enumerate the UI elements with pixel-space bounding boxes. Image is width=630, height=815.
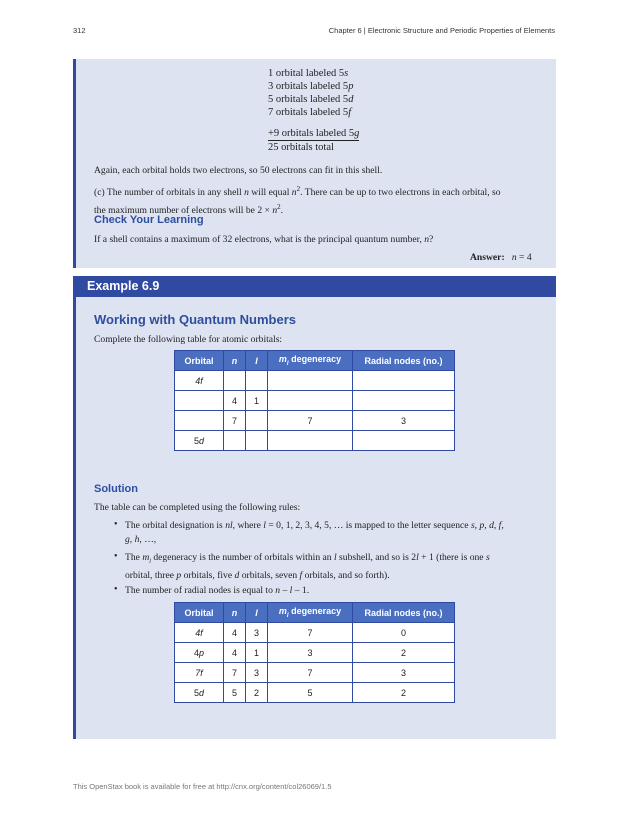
col-header-orbital: Orbital: [175, 603, 224, 623]
rule-orbital-designation: The orbital designation is nl, where l = 0, 1, 2, 3, 4, 5, … is mapped to the letter sequence s, p, d, f, g, h, …,: [125, 520, 504, 545]
example-title: Working with Quantum Numbers: [94, 312, 296, 327]
rule-ml-degeneracy: The $m_l$ degeneracy is the number of orbitals within an l subshell, and so is 2l + 1 (there is one s orbital, three p orbitals, five d orbitals, seven f orbitals, and so forth).: [125, 552, 490, 581]
answer: [470, 251, 532, 265]
col-header-l: l: [246, 351, 268, 371]
example-banner: [73, 276, 556, 297]
sum-line: 1 orbital labeled 5s: [268, 68, 349, 79]
table-cell: 3: [268, 643, 353, 663]
example-intro: Complete the following table for atomic orbitals:: [94, 334, 283, 345]
table-row: [175, 411, 455, 431]
table-row: [175, 643, 455, 663]
table-row: [175, 623, 455, 643]
table-cell: 5: [224, 683, 246, 703]
blank-quantum-table: [174, 350, 455, 451]
bullet-dot: •: [114, 551, 118, 562]
sum-line: +9 orbitals labeled 5g: [268, 128, 360, 139]
table-cell: [175, 391, 224, 411]
solution-heading: Solution: [94, 483, 138, 495]
table-cell: 7f: [175, 663, 224, 683]
answer-label: Answer:: [470, 252, 505, 263]
table-cell: 3: [353, 663, 455, 683]
check-question: If a shell contains a maximum of 32 electrons, what is the principal quantum number, n?: [94, 234, 434, 245]
table-cell: 2: [246, 683, 268, 703]
part-c-label: (c): [94, 187, 105, 199]
page-number: 312: [73, 26, 86, 35]
sum-line: 5 orbitals labeled 5d: [268, 94, 354, 105]
table-cell: 0: [353, 623, 455, 643]
part-c-text: (c) The number of orbitals in any shell n will equal $n^2$. There can be up to two electrons in each orbital, so the maximum number of electrons will be $2 \times n^2$.: [94, 185, 501, 217]
table-cell: 4: [224, 643, 246, 663]
table-header-row: [175, 351, 455, 371]
table-cell: 7: [268, 411, 353, 431]
table-cell: [224, 431, 246, 451]
table-cell: 7: [224, 411, 246, 431]
chapter-title: Chapter 6 | Electronic Structure and Periodic Properties of Elements: [328, 26, 555, 35]
rule-radial-nodes: The number of radial nodes is equal to n – l – 1.: [125, 585, 310, 596]
table-cell: [353, 371, 455, 391]
table-cell: 7: [268, 663, 353, 683]
table-row: [175, 371, 455, 391]
bullet-dot: •: [114, 519, 118, 530]
table-cell: 2: [353, 683, 455, 703]
check-learning-heading: Check Your Learning: [94, 214, 204, 226]
table-cell: [246, 411, 268, 431]
table-cell: 4: [224, 391, 246, 411]
col-header-ml: $m_l$ degeneracy: [268, 603, 353, 623]
col-header-orbital: Orbital: [175, 351, 224, 371]
table-cell: [268, 371, 353, 391]
table-cell: [268, 391, 353, 411]
table-cell: [175, 411, 224, 431]
table-cell: 1: [246, 643, 268, 663]
col-header-n: n: [224, 351, 246, 371]
table-cell: [353, 431, 455, 451]
table-cell: 5: [268, 683, 353, 703]
table-cell: 2: [353, 643, 455, 663]
sum-total: 25 orbitals total: [268, 142, 334, 153]
table-cell: 3: [246, 663, 268, 683]
sum-line: 7 orbitals labeled 5f: [268, 107, 352, 118]
table-cell: [268, 431, 353, 451]
table-cell: 3: [246, 623, 268, 643]
bullet-dot: •: [114, 584, 118, 595]
page-footer: This OpenStax book is available for free at http://cnx.org/content/col26069/1.5: [73, 782, 332, 791]
again-text: Again, each orbital holds two electrons, so 50 electrons can fit in this shell.: [94, 165, 383, 176]
table-row: [175, 431, 455, 451]
table-cell: 4f: [175, 371, 224, 391]
table-cell: [246, 371, 268, 391]
table-cell: [353, 391, 455, 411]
col-header-radial: Radial nodes (no.): [353, 351, 455, 371]
table-row: [175, 663, 455, 683]
orbital-sum: [268, 67, 359, 154]
table-cell: 4f: [175, 623, 224, 643]
table-cell: 4p: [175, 643, 224, 663]
table-cell: 7: [268, 623, 353, 643]
table-cell: [224, 371, 246, 391]
table-cell: [246, 431, 268, 451]
table-cell: 1: [246, 391, 268, 411]
table-cell: 5d: [175, 683, 224, 703]
filled-quantum-table: [174, 602, 455, 703]
col-header-radial: Radial nodes (no.): [353, 603, 455, 623]
table-row: [175, 391, 455, 411]
col-header-n: n: [224, 603, 246, 623]
answer-value: n = 4: [511, 252, 532, 263]
col-header-l: l: [246, 603, 268, 623]
solution-intro: The table can be completed using the following rules:: [94, 502, 301, 513]
sum-line: 3 orbitals labeled 5p: [268, 81, 354, 92]
table-cell: 4: [224, 623, 246, 643]
col-header-ml: $m_l$ degeneracy: [268, 351, 353, 371]
table-cell: 3: [353, 411, 455, 431]
table-cell: 5d: [175, 431, 224, 451]
table-row: [175, 683, 455, 703]
table-header-row: [175, 603, 455, 623]
example-banner-title: Example 6.9: [87, 279, 160, 293]
table-cell: 7: [224, 663, 246, 683]
